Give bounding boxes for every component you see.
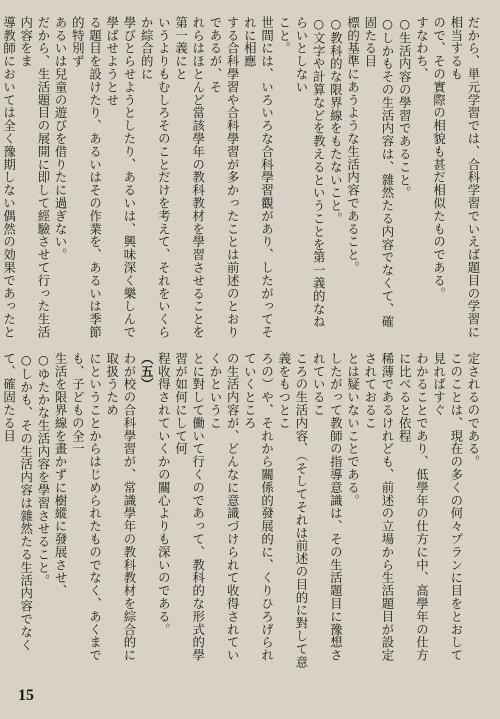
text-line: する合科學習や合科學習が多かったことは前述のとおりであるが、そ [207, 16, 241, 339]
text-line: このことは、現在の多くの何々プランに目をとおして見ればすぐ [431, 352, 464, 662]
text-line: わが校の合科學習が、常識學年の教科教材を綜合的に取扱うため [104, 352, 137, 662]
text-line: 導教師においては全く豫期しない偶然の効果であったと [1, 16, 17, 339]
text-line: 標的基準にあうような生活内容であること。 [345, 16, 361, 274]
text-line: ○教科的な限界線をもたないこと。 [328, 16, 344, 225]
text-line: 學びとらせようとしたり、あるいは、興味深く樂しんで學ばせようとせ [104, 16, 137, 339]
page-number: 15 [18, 687, 34, 704]
text-line: こと。 [276, 16, 292, 55]
text-line: る題目を設けたり、あるいはその作業を、あるいは季節的特別ず [70, 16, 103, 339]
text-line: すなわち、 [414, 16, 430, 81]
text-line: 世間には、いろいろな合科學習觀があり、したがってそれに相應 [242, 16, 275, 339]
text-line: 生活を限界線を畫かずに樹縱に發展させ、 [53, 352, 69, 598]
text-line: 定されるのである。 [466, 352, 481, 469]
text-column-bottom [1, 352, 482, 674]
text-line: だから、単元学習では、合科学習でいえば題目の学習に相当するも [448, 16, 481, 339]
text-line: したがって教師の指導意識は、その生活題目に豫想されているこ [311, 352, 344, 662]
text-line: いうよりもむしろそのことだけを考えて、それをいくらか綜合的に [139, 16, 172, 339]
text-line: ころの生活内容、（そしてそれは前述の目的に對して意義をもつとこ [276, 352, 309, 669]
text-line: 稀薄であるけれども、前述の立場から生活題目が設定されておるこ [362, 352, 395, 662]
text-column-top [1, 16, 482, 341]
text-line: ○ゆたかな生活内容を學習させること。 [35, 352, 51, 587]
text-line: ろの）や、それから關係的發展的に、くりひろげられていくところ [242, 352, 275, 662]
text-line: 程收得されていくかの關心よりも深いのである。 [156, 352, 172, 636]
text-line: あるいは兒童の遊びを借りたに過ぎない。 [53, 16, 69, 262]
text-line: だから、生活題目の展開に即して經驗させて行った生活内容をま [18, 16, 51, 339]
text-line: にということからはじめられたものでなく、あくまでも、子どもの全一 [70, 352, 103, 662]
text-line: ○しかも、その生活内容は雜然たる生活内容でなくて、確固たる目 [1, 352, 34, 652]
text-line: ので、その實際の相貌も甚だ相似たものである。 [431, 16, 447, 300]
text-line: れらはほとんど當該學年の教科教材を學習させることを第一義にと [173, 16, 206, 339]
text-line: とは疑いないことである。 [345, 352, 361, 507]
text-line: ○文字や計算などを教えるということを第一義的なねらいとしない [293, 16, 327, 329]
text-line: ○しかもその生活内容は、雜然たる内容でなくて、確固たる目 [362, 16, 395, 329]
text-line: わかることであり、低學年の仕方に中、高學年の仕方に比べると依程 [397, 352, 430, 662]
text-line: ○生活内容の學習であること。 [397, 16, 413, 200]
section-heading: （五） [139, 352, 155, 391]
text-line: の生活内容が、どんなに意識づけられて收得されていくかというこ [207, 352, 241, 662]
text-line: とに對して働いて行くのであって、教科的な形式的學習が如何にして何 [173, 352, 206, 662]
